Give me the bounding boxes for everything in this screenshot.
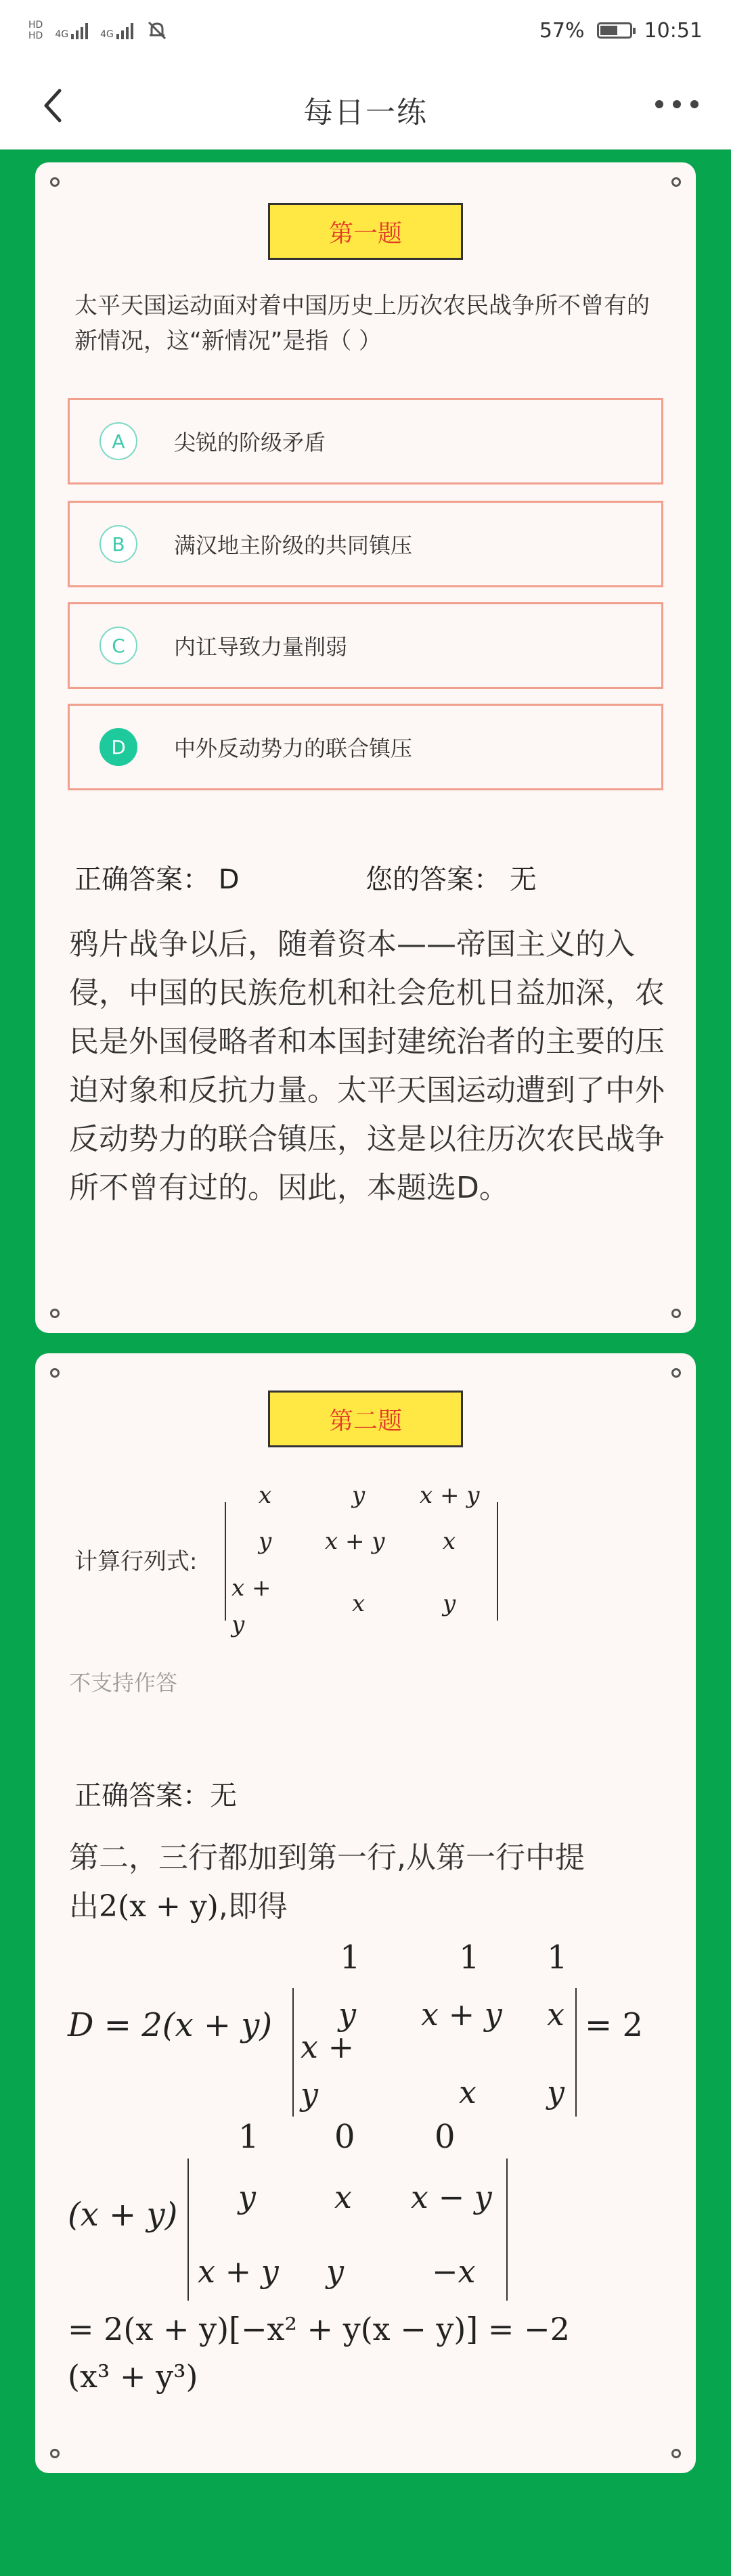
explanation-2-line-2 bbox=[69, 1882, 671, 1931]
network-type-1: 4G bbox=[55, 29, 69, 40]
explanation-2-line-1: 第二，三行都加到第一行,从第一行中提 bbox=[69, 1840, 585, 1875]
determinant-question bbox=[35, 1468, 696, 1638]
your-answer-label: 您的答案： bbox=[366, 864, 501, 895]
signal-bars-1 bbox=[71, 22, 88, 39]
your-answer-line bbox=[366, 858, 537, 897]
clock: 10:51 bbox=[644, 18, 703, 43]
matrix-cell: x bbox=[334, 2179, 352, 2215]
final-line-1: = 2(x + y)[−x² + y(x − y)] = −2 bbox=[68, 2311, 570, 2347]
mute-bell-icon bbox=[146, 19, 169, 42]
option-b[interactable] bbox=[68, 501, 663, 587]
matrix-cell: x + y bbox=[198, 2253, 279, 2290]
explanation-2-suffix: ,即得 bbox=[218, 1889, 288, 1924]
left-det-bar-3 bbox=[187, 2159, 189, 2301]
equals-two: = 2 bbox=[585, 2006, 644, 2044]
right-det-bar bbox=[497, 1502, 498, 1621]
matrix-cell: 0 bbox=[334, 2118, 355, 2156]
matrix-cell: 1 bbox=[547, 1939, 568, 1976]
page-title: 每日一练 bbox=[303, 95, 428, 130]
d-prefix: D = 2(x + y) bbox=[68, 2006, 273, 2044]
option-d-text: 中外反动势力的联合镇压 bbox=[174, 736, 413, 761]
nav-bar bbox=[0, 61, 731, 150]
explanation-2-prefix: 出 bbox=[69, 1889, 99, 1924]
option-d-badge: D bbox=[99, 728, 137, 766]
not-supported-note: 不支持作答 bbox=[69, 1670, 178, 1696]
correct-answer-value: D bbox=[218, 864, 240, 895]
question-1-explanation: 鸦片战争以后，随着资本——帝国主义的入侵，中国的民族危机和社会危机日益加深，农民是外国侵略者和本国封建统治者的主要的压迫对象和反抗力量。太平天国运动遭到了中外反动势力的联合镇压，这是以往历次农民战争所不曾有过的。因此，本题选D。 bbox=[69, 927, 665, 1205]
option-b-badge: B bbox=[99, 525, 137, 563]
matrix-cell: 1 bbox=[459, 1939, 480, 1976]
matrix-cell: −x bbox=[432, 2253, 476, 2290]
matrix-cell: x + y bbox=[420, 1482, 480, 1509]
status-left bbox=[28, 19, 169, 42]
matrix-cell: y bbox=[338, 1996, 356, 2033]
determinant-solution-1 bbox=[35, 1935, 696, 2118]
hd-label-1: HD bbox=[28, 20, 43, 30]
matrix-cell: x + y bbox=[421, 1996, 502, 2033]
matrix-cell: y bbox=[259, 1528, 272, 1555]
network-type-2: 4G bbox=[100, 29, 114, 40]
status-bar bbox=[0, 0, 731, 61]
question-1-text: 太平天国运动面对着中国历史上历次农民战争所不曾有的新情况，这“新情况”是指（ ） bbox=[74, 292, 650, 355]
signal-1-icon bbox=[55, 22, 88, 39]
signal-2-icon bbox=[100, 22, 133, 39]
second-prefix: (x + y) bbox=[68, 2196, 178, 2234]
option-b-text: 满汉地主阶级的共同镇压 bbox=[174, 533, 413, 558]
card-hole-icon bbox=[671, 1368, 681, 1378]
signal-bars-2 bbox=[116, 22, 133, 39]
matrix-cell: y bbox=[238, 2179, 256, 2215]
battery-icon bbox=[597, 22, 632, 39]
matrix-cell: y bbox=[547, 2074, 564, 2110]
card-hole-icon bbox=[50, 177, 60, 187]
final-line-2: (x³ + y³) bbox=[68, 2358, 198, 2395]
matrix-cell: y bbox=[443, 1590, 456, 1617]
option-c-text: 内讧导致力量削弱 bbox=[174, 634, 348, 660]
option-c[interactable] bbox=[68, 602, 663, 689]
your-answer-value: 无 bbox=[509, 864, 537, 895]
left-det-bar bbox=[225, 1502, 226, 1621]
card-hole-icon bbox=[671, 177, 681, 187]
hd-icon bbox=[28, 20, 43, 41]
card-hole-icon bbox=[50, 1309, 60, 1318]
correct-answer-line-2: 正确答案：无 bbox=[74, 1780, 237, 1811]
matrix-cell: x − y bbox=[411, 2179, 492, 2215]
option-c-badge: C bbox=[99, 627, 137, 664]
left-det-bar-2 bbox=[292, 1988, 294, 2117]
question-2-tag: 第二题 bbox=[268, 1391, 463, 1447]
matrix-cell: x bbox=[459, 2074, 477, 2110]
card-hole-icon bbox=[50, 1368, 60, 1378]
explanation-2-math: 2(x + y) bbox=[99, 1889, 219, 1924]
option-a-badge: A bbox=[99, 422, 137, 460]
matrix-cell: 1 bbox=[340, 1939, 361, 1976]
more-dots-icon[interactable] bbox=[652, 91, 701, 118]
right-det-bar-2 bbox=[575, 1988, 577, 2117]
correct-answer-line bbox=[74, 858, 240, 897]
card-hole-icon bbox=[671, 1309, 681, 1318]
option-a[interactable] bbox=[68, 398, 663, 484]
correct-answer-label: 正确答案： bbox=[74, 864, 210, 895]
matrix-cell: x bbox=[352, 1590, 366, 1617]
option-a-text: 尖锐的阶级矛盾 bbox=[174, 430, 326, 455]
matrix-cell: y bbox=[326, 2253, 344, 2290]
option-d[interactable] bbox=[68, 704, 663, 790]
card-hole-icon bbox=[671, 2449, 681, 2458]
matrix-cell: y bbox=[352, 1482, 366, 1509]
card-hole-icon bbox=[50, 2449, 60, 2458]
status-right bbox=[539, 19, 703, 43]
matrix-cell: 0 bbox=[435, 2118, 456, 2156]
determinant-prompt: 计算行列式: bbox=[74, 1548, 198, 1575]
question-2-card bbox=[35, 1353, 696, 2473]
matrix-cell: 1 bbox=[238, 2118, 259, 2156]
right-det-bar-3 bbox=[506, 2159, 508, 2301]
hd-label-2: HD bbox=[28, 30, 43, 41]
matrix-cell: x bbox=[547, 1996, 564, 2033]
battery-percent: 57% bbox=[539, 18, 585, 43]
matrix-cell: x + y bbox=[301, 2029, 355, 2112]
question-1-card bbox=[35, 162, 696, 1333]
matrix-cell: x bbox=[443, 1528, 456, 1555]
matrix-cell: x + y bbox=[231, 1575, 271, 1638]
question-1-tag: 第一题 bbox=[268, 203, 463, 260]
matrix-cell: x bbox=[259, 1482, 272, 1509]
determinant-solution-2 bbox=[35, 2118, 696, 2307]
matrix-cell: x + y bbox=[325, 1528, 385, 1555]
